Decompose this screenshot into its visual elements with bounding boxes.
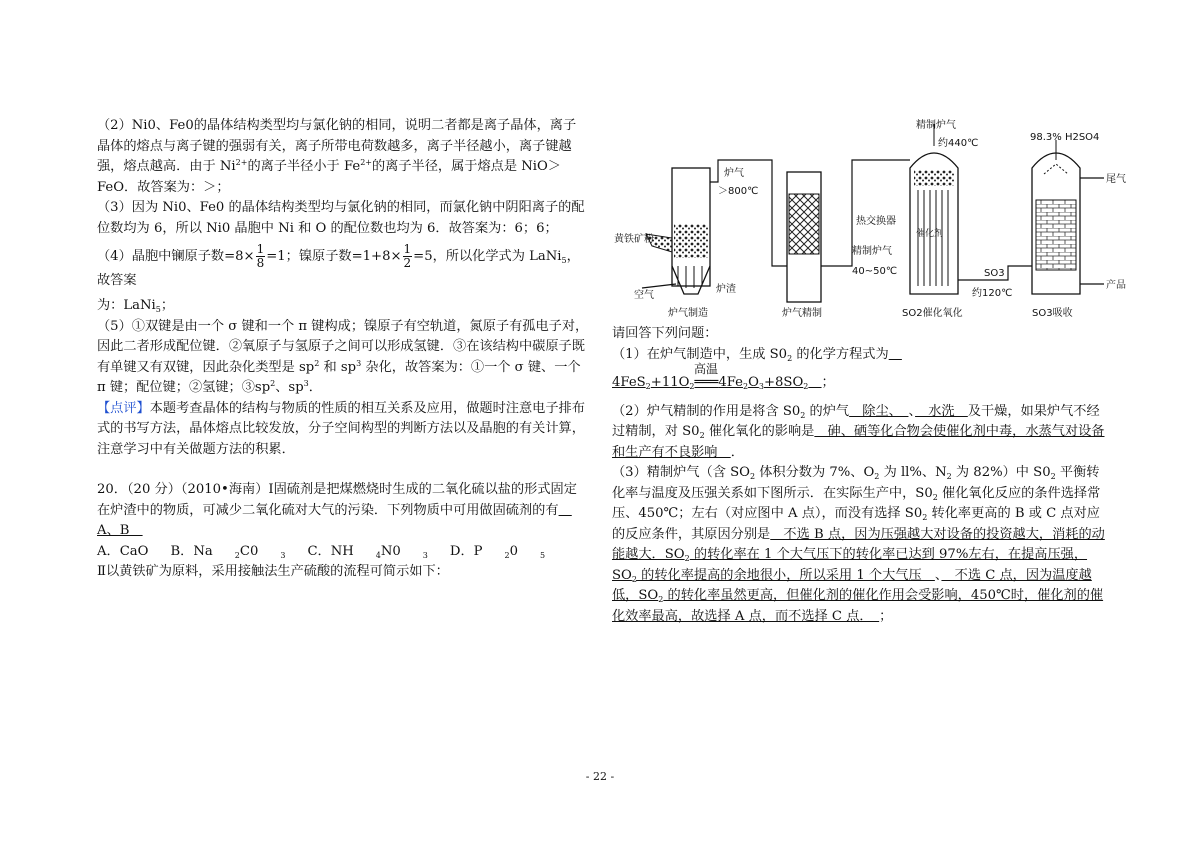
label-acid: 98.3% H2SO4 <box>1030 132 1100 143</box>
label-refined-gas-top: 精制炉气 <box>916 120 956 131</box>
left-column <box>97 116 589 583</box>
label-pyrite: 黄铁矿粉 <box>614 234 654 245</box>
label-air: 空气 <box>634 290 654 301</box>
question-r3: （3）精制炉气（含 $SO_2$ 体积分数为 7%、$O_2$ 为 ll%、$N_2$ 为 82%）中 $S0_2$ 平衡转化率与温度及压强关系如下图所示．在实际生产中，$S0_2$ 催化氧化反应的条件选择常压、450℃；左右（对应图中 A 点），而没有选择 $S0_2$ 转化率更高的 B 或 C 点对应的反应条件，其原因分别是 不选 B 点，因为压强越大对设备的投资越大，消耗的动能越大．$SO_2$ 的转化率在 1 个大气压下的转化率已达到 97%左右，在提高压强，$SO_2$ 的转化率提高的余地很小，所以采用 1 个大气压 、 不选 C 点，因为温度越低，$SO_2$ 的转化率虽然更高，但催化剂的催化作用会受影响，450℃时，催化剂的催化效率最高，故选择 A 点，而不选择 C 点． ； <box>612 465 1105 624</box>
label-tail-gas: 尾气 <box>1106 174 1126 185</box>
question-20: 20．（20 分）（2010•海南）Ⅰ固硫剂是把煤燃烧时生成的二氧化硫以盐的形式固定在炉渣中的物质，可减少二氧化硫对大气的污染．下列物质中可用做固硫剂的有 A、B <box>97 482 577 538</box>
option-c: C．NH $_4$N0 $_3$ <box>307 543 428 560</box>
question-r1: （1）在炉气制造中，生成 $S0_2$ 的化学方程式为 <box>612 346 889 363</box>
review-note: 【点评】本题考查晶体的结构与物质的性质的相互关系及应用，做题时注意电子排布式的书写方法，晶体熔点比较发放，分子空间构型的判断方法以及晶胞的有关计算，注意学习中有关做题方法的积累． <box>97 400 585 457</box>
fraction-one-half: $\frac{1}{2}$ <box>403 242 412 270</box>
prompt: 请回答下列问题： <box>612 326 718 341</box>
fraction-one-eighth: $\frac{1}{8}$ <box>256 242 265 270</box>
reaction-condition: 高温 <box>694 362 719 376</box>
option-b: B．Na $_2$C0 $_3$ <box>170 543 286 560</box>
label-slag: 炉渣 <box>716 284 736 295</box>
caption-refining: 炉气精制 <box>782 308 822 319</box>
label-heat-exchanger: 热交换器 <box>856 216 896 227</box>
sulfuric-acid-process-diagram <box>612 116 1130 321</box>
label-product: 产品 <box>1106 280 1126 291</box>
option-d: D．P $_2$0 $_5$ <box>449 543 546 560</box>
option-a: A．CaO <box>97 543 149 559</box>
label-catalyst: 催化剂 <box>916 229 944 239</box>
answer-q2: （2）Ni0、Fe0的晶体结构类型均与氯化钠的相同，说明二者都是离子晶体，离子晶体的熔点与离子键的强弱有关，离子所带电荷数越多，离子半径越小，离子键越强，熔点越高．由于 $Ni^{2+}$的离子半径小于 $Fe^{2+}$的离子半径，属于熔点是 NiO＞FeO．故答案为：＞； <box>97 118 577 195</box>
label-40-50c: 40~50℃ <box>852 266 898 277</box>
question-20-part2: Ⅱ以黄铁矿为原料，采用接触法生产硫酸的流程可简示如下： <box>97 564 449 579</box>
converter-tower <box>910 124 958 294</box>
label-so3: SO3 <box>984 268 1005 279</box>
absorber-tower <box>1032 140 1080 294</box>
options-q20 <box>97 542 589 563</box>
answer-q3: （3）因为 Ni0、Fe0 的晶体结构类型均与氯化钠的相同，而氯化钠中阴阳离子的配位数均为 6，所以 Ni0 晶胞中 Ni 和 O 的配位数也均为 6．故答案为：6；6； <box>97 200 585 236</box>
label-800c: ＞800℃ <box>718 186 759 197</box>
furnace <box>646 168 710 294</box>
label-440c: 约440℃ <box>938 138 979 149</box>
caption-oxidation: SO2催化氧化 <box>902 308 963 319</box>
label-furnace-gas: 炉气 <box>724 168 744 179</box>
answer-q5: （5）①双键是由一个 σ 键和一个 π 键构成；镍原子有空轨道，氮原子有孤电子对，因此二者形成配位键．②氧原子与氢原子之间可以形成氢键．③在该结构中碳原子既有单键又有双键，因此杂化类型是 $sp^2$ 和 $sp^3$ 杂化，故答案为：①一个 σ 键、一个 π 键；配位键；②氢键；$③sp^2$、$sp^3$． <box>97 318 589 395</box>
answer-q20-part1: A、B <box>97 502 572 538</box>
label-120c: 约120℃ <box>972 288 1013 299</box>
right-column <box>612 324 1110 627</box>
equation-answer: 高温 $4FeS_2+11O_2═══4Fe_2O_3+8SO_2$ ； <box>612 373 1110 394</box>
caption-absorption: SO3吸收 <box>1032 308 1073 319</box>
label-refined-gas: 精制炉气 <box>852 246 892 257</box>
page-number: - 22 - <box>585 770 615 783</box>
refining-tower <box>787 172 821 302</box>
question-r2: （2）炉气精制的作用是将含 $S0_2$ 的炉气 除尘、 、 水洗 及干燥，如果炉气不经过精制，对 $S0_2$ 催化氧化的影响是 砷、硒等化合物会使催化剂中毒，水蒸气对设备和生产有不良影响 ． <box>612 403 1105 460</box>
note-label: 【点评】 <box>97 400 150 416</box>
caption-furnace: 炉气制造 <box>668 308 708 319</box>
answer-q4-tail: 为：LaNi$_5$； <box>97 298 175 314</box>
answer-q4: （4）晶胞中镧原子数=8× $\frac{1}{8}$ =1；镍原子数=1+8× $\frac{1}{2}$ =5，所以化学式为 LaNi$_5$，故答案 <box>97 242 580 288</box>
